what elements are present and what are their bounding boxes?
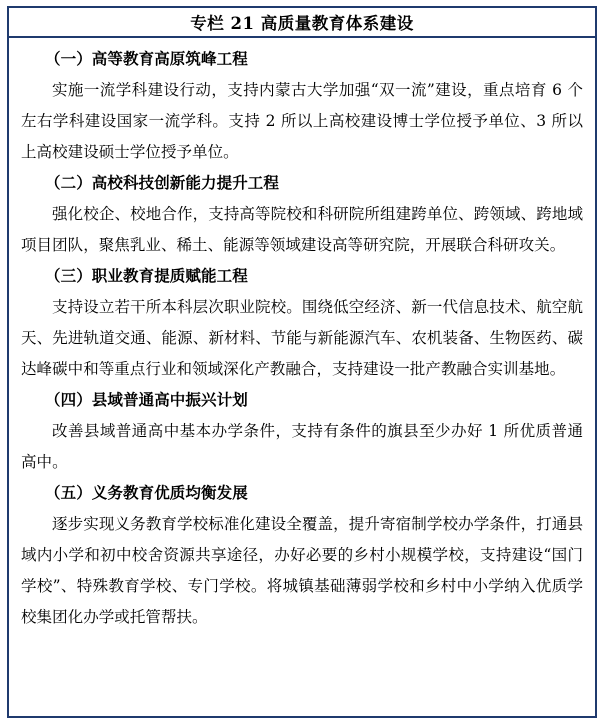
feature-box: [7, 6, 597, 718]
section-heading-4: （四）县域普通高中振兴计划: [45, 391, 248, 409]
section-paragraph-1: 实施一流学科建设行动，支持内蒙古大学加强“双一流”建设，重点培育 6 个左右学科建设国家一流学科。支持 2 所以上高校建设博士学位授予单位、3 所以上高校建设硕士学位授予单位。: [21, 81, 583, 161]
box-title: 专栏 21 高质量教育体系建设: [190, 14, 414, 33]
section-heading-1: （一）高等教育高原筑峰工程: [45, 50, 248, 68]
section-heading-5: （五）义务教育优质均衡发展: [45, 484, 248, 502]
section-paragraph-4: 改善县域普通高中基本办学条件，支持有条件的旗县至少办好 1 所优质普通高中。: [21, 422, 583, 471]
section-paragraph-2: 强化校企、校地合作，支持高等院校和科研院所组建跨单位、跨领域、跨地域项目团队，聚焦乳业、稀土、能源等领域建设高等研究院，开展联合科研攻关。: [21, 205, 583, 254]
section-paragraph-3: 支持设立若干所本科层次职业院校。围绕低空经济、新一代信息技术、航空航天、先进轨道交通、能源、新材料、节能与新能源汽车、农机装备、生物医药、碳达峰碳中和等重点行业和领域深化产教融合，支持建设一批产教融合实训基地。: [21, 298, 583, 378]
section-heading-2: （二）高校科技创新能力提升工程: [45, 174, 280, 192]
box-content: [9, 38, 595, 633]
box-title-bar: [9, 8, 595, 38]
section-heading-3: （三）职业教育提质赋能工程: [45, 267, 248, 285]
section-paragraph-5: 逐步实现义务教育学校标准化建设全覆盖，提升寄宿制学校办学条件，打通县域内小学和初中校舍资源共享途径，办好必要的乡村小规模学校，支持建设“国门学校”、特殊教育学校、专门学校。将城镇基础薄弱学校和乡村中小学纳入优质学校集团化办学或托管帮扶。: [21, 515, 583, 626]
